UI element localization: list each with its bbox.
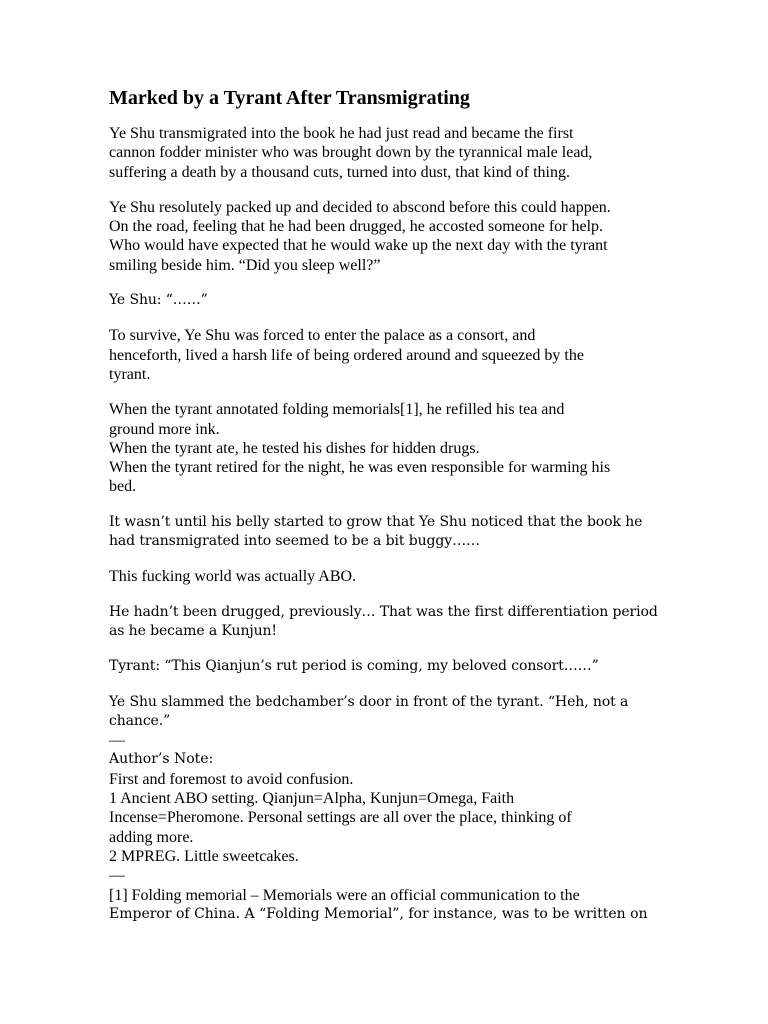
notes-line: 2 MPREG. Little sweetcakes.	[109, 847, 299, 865]
paragraph-line: It wasn’t until his belly started to grow that Ye Shu noticed that the book he	[109, 513, 643, 530]
paragraph-line: Ye Shu resolutely packed up and decided to abscond before this could happen.	[109, 198, 611, 216]
paragraph-line: chance.”	[109, 712, 171, 729]
paragraph-line: cannon fodder minister who was brought down by the tyrannical male lead,	[109, 144, 593, 162]
paragraph-10	[109, 693, 669, 732]
paragraph-2	[109, 198, 669, 275]
paragraph-line: had transmigrated into seemed to be a bit buggy……	[109, 533, 480, 550]
paragraph-line: smiling beside him. “Did you sleep well?”	[109, 256, 381, 274]
paragraph-line: ground more ink.	[109, 420, 220, 438]
notes-line: 1 Ancient ABO setting. Qianjun=Alpha, Kunjun=Omega, Faith	[109, 790, 515, 808]
paragraph-line: Ye Shu slammed the bedchamber’s door in front of the tyrant. “Heh, not a	[109, 693, 629, 710]
paragraph-line: On the road, feeling that he had been drugged, he accosted someone for help.	[109, 218, 604, 236]
paragraph-6	[109, 513, 669, 552]
paragraph-line: He hadn’t been drugged, previously… That was the first differentiation period	[109, 603, 658, 620]
separator-dash: —	[109, 732, 125, 750]
paragraph-9	[109, 657, 669, 676]
paragraph-line: When the tyrant ate, he tested his dishes for hidden drugs.	[109, 439, 480, 457]
paragraph-line: Ye Shu: “……”	[109, 292, 208, 309]
paragraph-line: To survive, Ye Shu was forced to enter the palace as a consort, and	[109, 327, 536, 345]
paragraph-4	[109, 326, 669, 384]
paragraph-line: henceforth, lived a harsh life of being ordered around and squeezed by the	[109, 346, 584, 364]
notes-line: First and foremost to avoid confusion.	[109, 770, 354, 788]
paragraph-1	[109, 124, 669, 182]
footnote-line: Emperor of China. A “Folding Memorial”, for instance, was to be written on	[109, 905, 648, 922]
paragraph-line: When the tyrant annotated folding memorials[1], he refilled his tea and	[109, 401, 565, 419]
paragraph-line: as he became a Kunjun!	[109, 622, 277, 639]
paragraph-line: Ye Shu transmigrated into the book he had just read and became the first	[109, 125, 574, 142]
footnote-line: [1] Folding memorial – Memorials were an official communication to the	[109, 886, 580, 904]
document-title: Marked by a Tyrant After Transmigrating	[109, 87, 470, 109]
paragraph-7	[109, 567, 669, 586]
paragraph-line: This fucking world was actually ABO.	[109, 568, 357, 586]
paragraph-line: Tyrant: “This Qianjun’s rut period is coming, my beloved consort……”	[109, 658, 599, 675]
paragraph-5	[109, 400, 669, 496]
notes-heading: Author’s Note:	[109, 751, 214, 768]
paragraph-3	[109, 291, 669, 310]
notes-line: adding more.	[109, 828, 194, 846]
paragraph-line: suffering a death by a thousand cuts, turned into dust, that kind of thing.	[109, 163, 570, 181]
paragraph-line: bed.	[109, 478, 137, 496]
notes-line: Incense=Pheromone. Personal settings are all over the place, thinking of	[109, 809, 572, 827]
separator-dash: —	[109, 867, 125, 885]
paragraph-line: tyrant.	[109, 365, 151, 383]
document-page	[109, 86, 669, 926]
paragraph-line: When the tyrant retired for the night, he was even responsible for warming his	[109, 459, 611, 477]
author-notes	[109, 731, 669, 924]
paragraph-line: Who would have expected that he would wake up the next day with the tyrant	[109, 237, 608, 255]
paragraph-8	[109, 603, 669, 642]
